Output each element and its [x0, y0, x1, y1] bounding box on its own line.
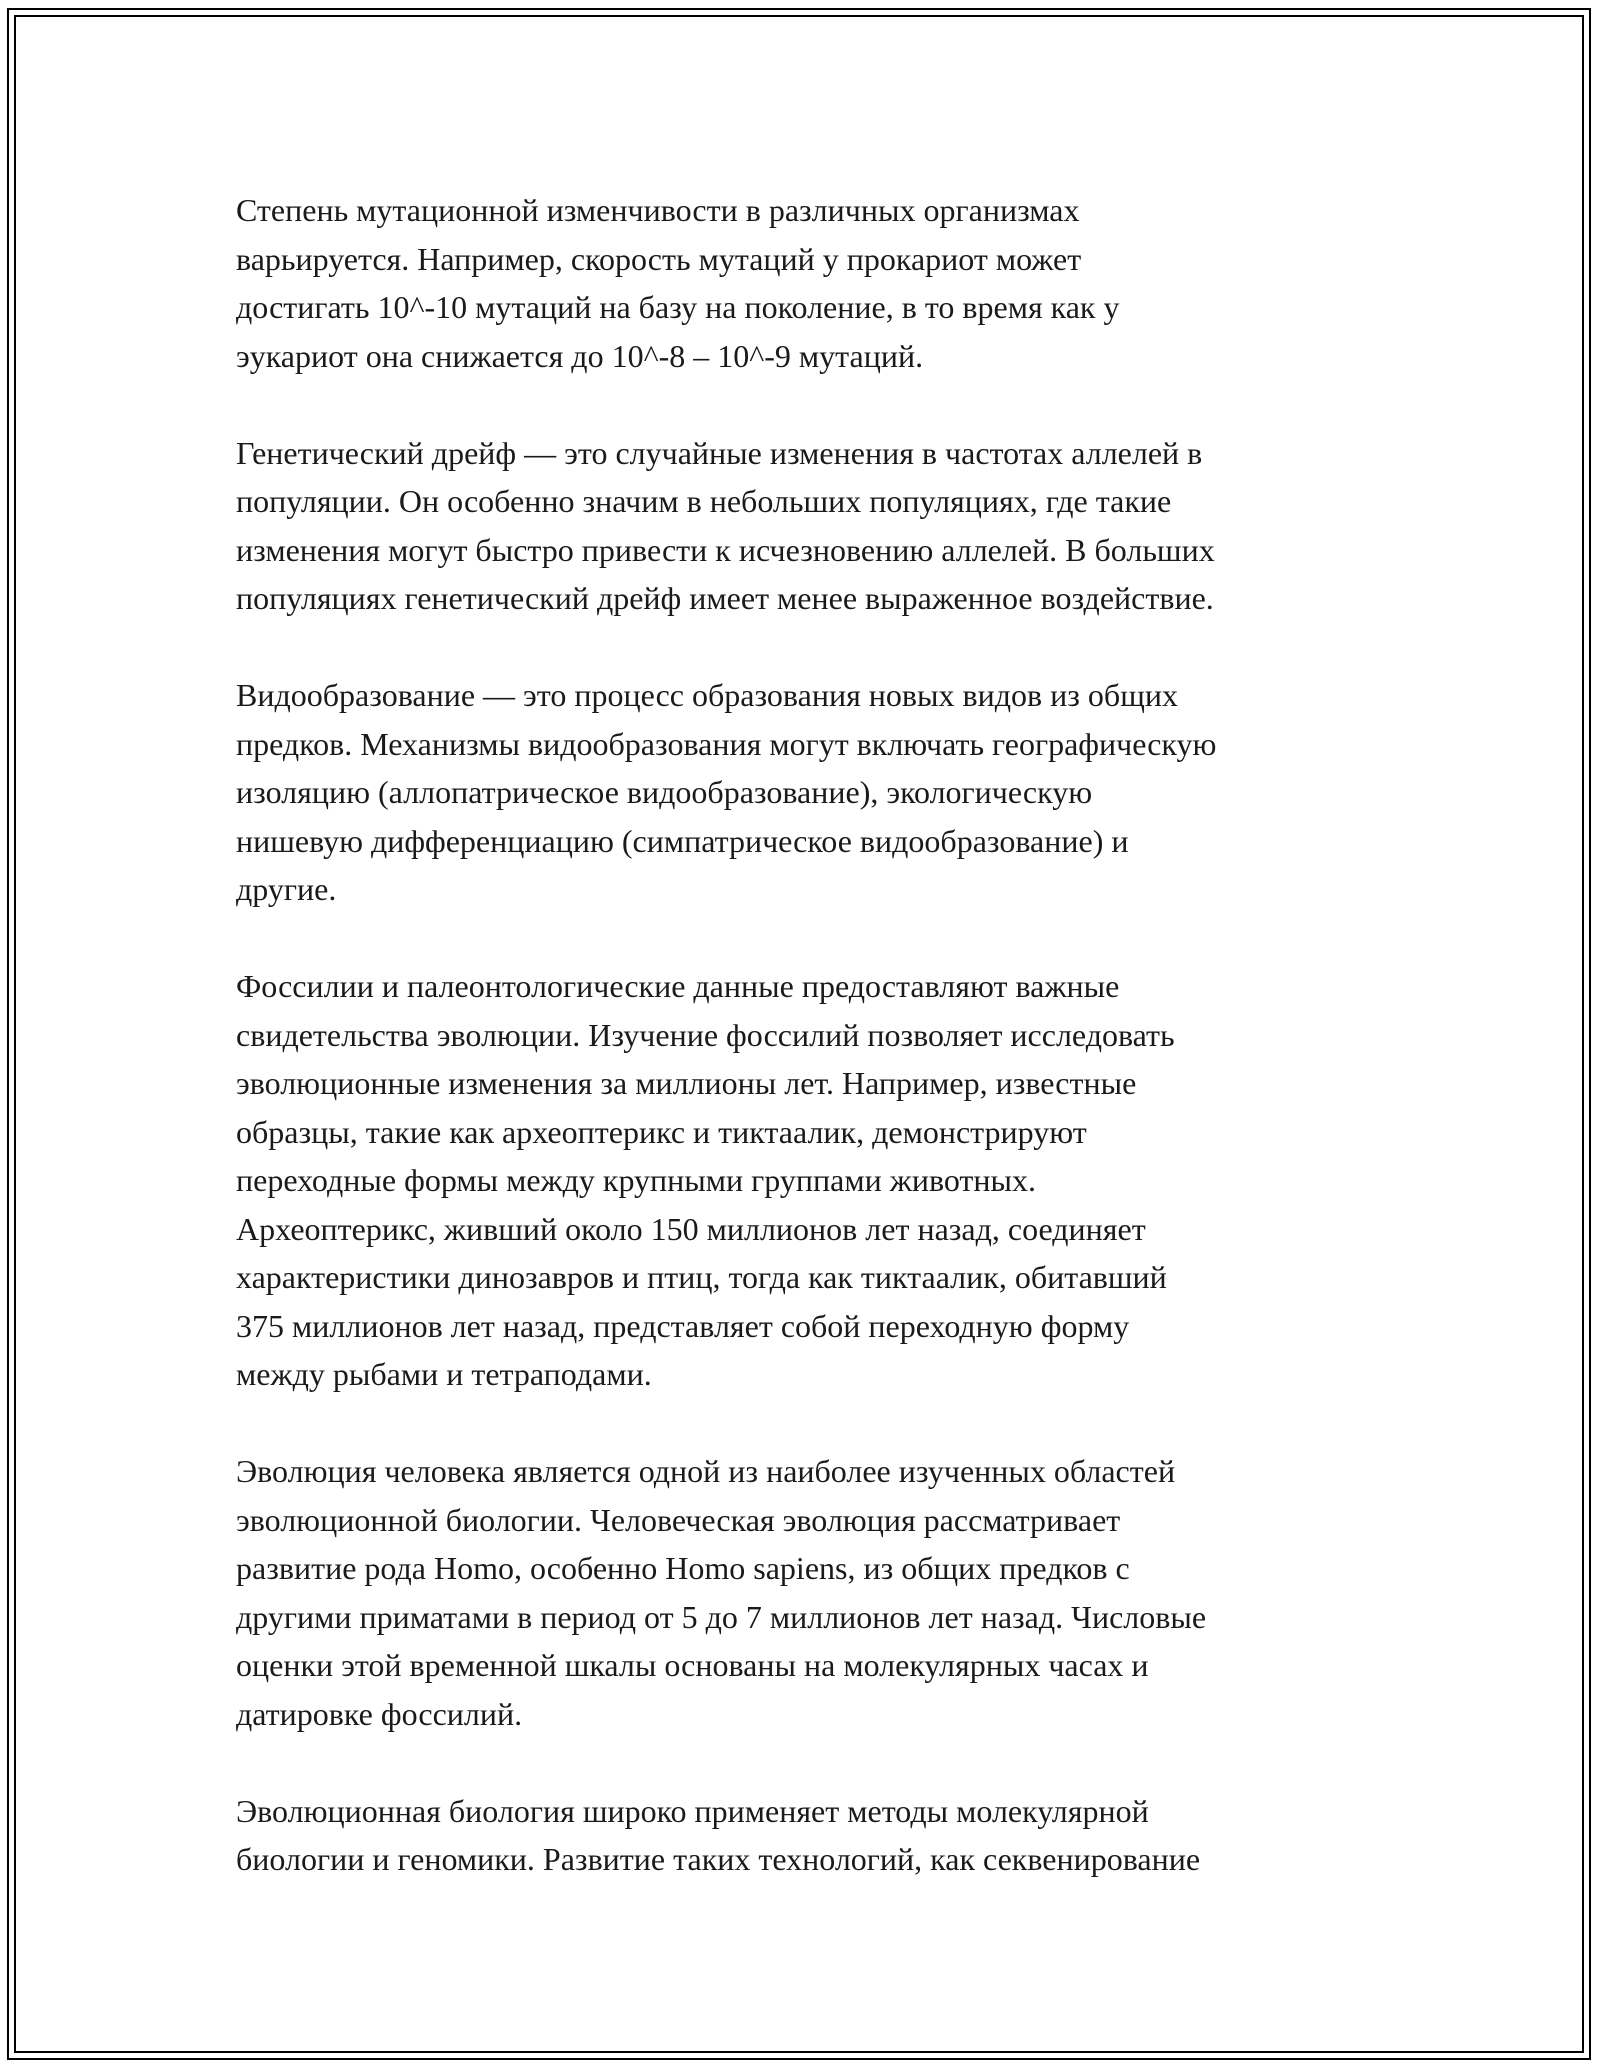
text-line: Археоптерикс, живший около 150 миллионов лет назад, соединяет: [236, 1210, 1146, 1247]
text-line: датировке фоссилий.: [236, 1695, 523, 1732]
text-line: другими приматами в период от 5 до 7 миллионов лет назад. Числовые: [236, 1598, 1207, 1635]
paragraph-human-evolution: [236, 1447, 1366, 1738]
paragraph-molecular-biology: [236, 1787, 1366, 1884]
text-line: Эволюционная биология широко применяет методы молекулярной: [236, 1792, 1149, 1829]
text-line: изоляцию (аллопатрическое видообразование), экологическую: [236, 774, 1093, 810]
text-line: развитие рода Homo, особенно Homo sapiens, из общих предков с: [236, 1550, 1130, 1586]
text-line: Фоссилии и палеонтологические данные предоставляют важные: [236, 968, 1120, 1004]
text-line: эукариот она снижается до 10^-8 – 10^-9 мутаций.: [236, 337, 924, 374]
text-line: образцы, такие как археоптерикс и тиктаалик, демонстрируют: [236, 1113, 1087, 1150]
text-line: характеристики динозавров и птиц, тогда как тиктаалик, обитавший: [236, 1259, 1167, 1295]
document-body: [236, 186, 1366, 1932]
text-line: нишевую дифференциацию (симпатрическое видообразование) и: [236, 822, 1129, 859]
text-line: переходные формы между крупными группами животных.: [236, 1162, 1037, 1198]
text-line: Генетический дрейф — это случайные изменения в частотах аллелей в: [236, 434, 1203, 471]
text-line: между рыбами и тетраподами.: [236, 1356, 652, 1392]
paragraph-mutation-rate: [236, 186, 1366, 380]
text-line: достигать 10^-10 мутаций на базу на поколение, в то время как у: [236, 289, 1120, 325]
paragraph-genetic-drift: [236, 429, 1366, 623]
text-line: варьируется. Например, скорость мутаций у прокариот может: [236, 240, 1082, 277]
text-line: Эволюция человека является одной из наиболее изученных областей: [236, 1453, 1176, 1489]
paragraph-fossils: [236, 962, 1366, 1399]
text-line: биологии и геномики. Развитие таких технологий, как секвенирование: [236, 1841, 1201, 1877]
paragraph-speciation: [236, 671, 1366, 914]
text-line: другие.: [236, 871, 337, 907]
text-line: предков. Механизмы видообразования могут включать географическую: [236, 725, 1217, 762]
text-line: 375 миллионов лет назад, представляет собой переходную форму: [236, 1307, 1130, 1344]
text-line: Степень мутационной изменчивости в различных организмах: [236, 192, 1080, 228]
text-line: изменения могут быстро привести к исчезновению аллелей. В больших: [236, 531, 1215, 568]
text-line: эволюционные изменения за миллионы лет. Например, известные: [236, 1065, 1137, 1101]
text-line: эволюционной биологии. Человеческая эволюция рассматривает: [236, 1501, 1121, 1538]
text-line: популяциях генетический дрейф имеет менее выраженное воздействие.: [236, 580, 1214, 616]
text-line: Видообразование — это процесс образования новых видов из общих: [236, 677, 1178, 713]
text-line: популяции. Он особенно значим в небольших популяциях, где такие: [236, 483, 1172, 519]
text-line: оценки этой временной шкалы основаны на молекулярных часах и: [236, 1647, 1149, 1683]
text-line: свидетельства эволюции. Изучение фоссилий позволяет исследовать: [236, 1016, 1175, 1053]
